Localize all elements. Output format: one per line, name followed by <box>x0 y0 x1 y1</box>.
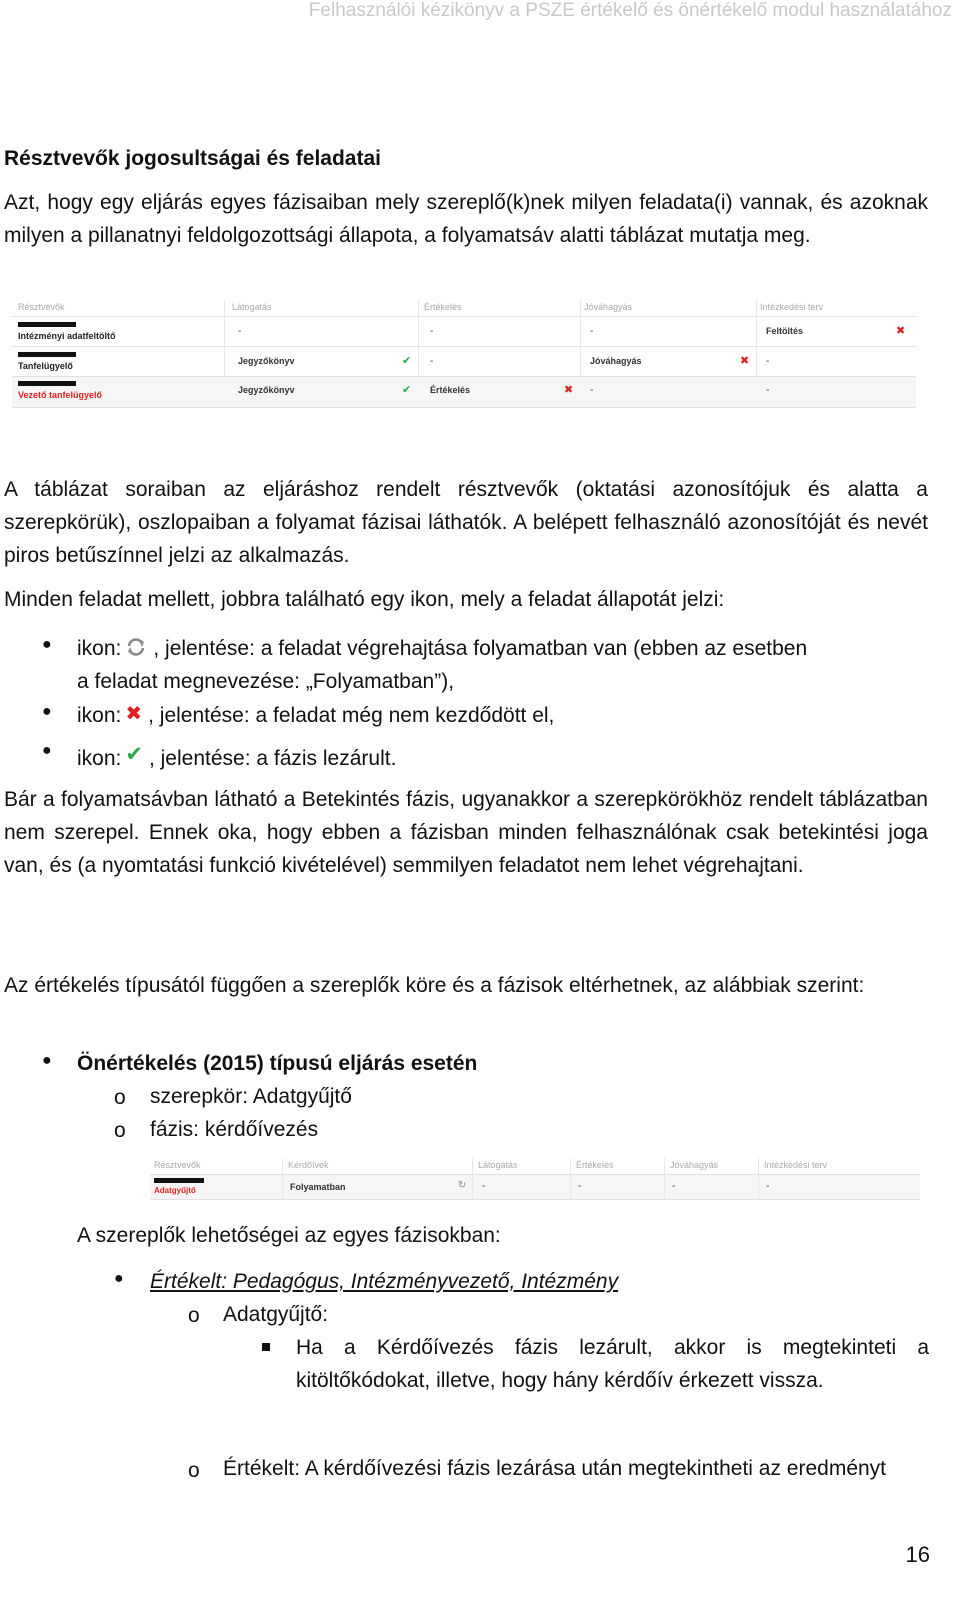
page-number: 16 <box>905 1542 930 1567</box>
table-header-evaluation: Értékelés <box>424 302 462 312</box>
table-header-participants: Résztvevők <box>18 302 65 312</box>
table-description-paragraph: A táblázat soraiban az eljáráshoz rendelt résztvevők (oktatási azonosítójuk és alatta a szerepkörük), oszlopaiban a folyamat fázisai láthatók. A belépett felhasználó azonosítóját és nevét piros betűszínnel jelzi az alkalmazás. <box>4 478 928 567</box>
table-header-action-plan: Intézkedési terv <box>760 302 824 312</box>
check-icon: ✔ <box>402 355 412 367</box>
cross-icon: ✖ <box>740 355 750 367</box>
cross-icon: ✖ <box>125 703 143 725</box>
evaluated-detail: Értékelt: A kérdőívezési fázis lezárása után megtekintheti az eredményt <box>223 1457 887 1480</box>
collector-line: Adatgyűjtő: <box>223 1303 329 1326</box>
list-item: ikon: , jelentése: a feladat végrehajtása folyamatban van (ebben az esetben <box>77 632 929 668</box>
task-approval[interactable]: Jóváhagyás <box>590 356 642 366</box>
procedure-type-title: Önértékelés (2015) típusú eljárás esetén <box>77 1052 478 1075</box>
roles-table: Résztvevők Látogatás Értékelés Jóváhagyás Intézkedési terv Intézményi adatfeltöltő - - - Feltöltés ✖ Tanfelügyelő Jegyzőkönyv ✔ - Jóváhagyás ✖ - Vezető tanfelügyelő Jegyzőkönyv ✔ Értékelés ✖ - - <box>12 300 916 410</box>
table-row-role: Tanfelügyelő <box>18 361 73 371</box>
phase-line: fázis: kérdőívezés <box>150 1118 319 1141</box>
role-line: szerepkör: Adatgyűjtő <box>150 1085 352 1108</box>
list-item: ikon: ✔ , jelentése: a fázis lezárult. <box>77 738 396 775</box>
collector-detail: Ha a Kérdőívezés fázis lezárult, akkor is megtekinteti a kitöltőkódokat, illetve, hogy hány kérdőív érkezett vissza. <box>296 1336 929 1392</box>
task-upload[interactable]: Feltöltés <box>766 326 804 336</box>
table-header-visit: Látogatás <box>232 302 272 312</box>
types-intro-paragraph: Az értékelés típusától függően a szereplők köre és a fázisok eltérhetnek, az alábbiak szerint: <box>4 974 865 997</box>
icon-intro-paragraph: Minden feladat mellett, jobbra található egy ikon, mely a feladat állapotát jelzi: <box>4 588 725 611</box>
task-minutes[interactable]: Jegyzőkönyv <box>238 385 295 395</box>
refresh-icon: ↻ <box>458 1180 467 1191</box>
list-item-continuation: a feladat megnevezése: „Folyamatban”), <box>77 670 455 693</box>
intro-paragraph: Azt, hogy egy eljárás egyes fázisaiban mely szereplő(k)nek milyen feladata(i) vannak, és azoknak milyen a pillanatnyi feldolgozottsági állapota, a folyamatsáv alatti táblázat mutatja meg. <box>4 191 928 247</box>
check-icon: ✔ <box>125 743 143 766</box>
task-evaluation[interactable]: Értékelés <box>430 385 471 395</box>
table-row-role-current: Adatgyűjtő <box>154 1186 196 1195</box>
table-header-approval: Jóváhagyás <box>584 302 633 312</box>
insight-phase-paragraph: Bár a folyamatsávban látható a Betekintés fázis, ugyanakkor a szerepkörökhöz rendelt táblázatban nem szerepel. Ennek oka, hogy ebben a fázisban minden felhasználónak csak betekintési joga van, és (a nyomtatási funkció kivételével) semmilyen feladatot nem lehet végrehajtani. <box>4 788 928 877</box>
evaluated-title: Értékelt: Pedagógus, Intézményvezető, Intézmény <box>150 1270 619 1293</box>
options-intro-line: A szereplők lehetőségei az egyes fázisokban: <box>77 1224 501 1247</box>
table-row-role-current: Vezető tanfelügyelő <box>18 390 103 400</box>
check-icon: ✔ <box>402 384 412 396</box>
cross-icon: ✖ <box>896 325 906 337</box>
task-in-progress[interactable]: Folyamatban <box>290 1182 346 1192</box>
task-minutes[interactable]: Jegyzőkönyv <box>238 356 295 366</box>
list-item: ikon: ✖ , jelentése: a feladat még nem kezdődött el, <box>77 698 554 732</box>
section-title: Résztvevők jogosultságai és feladatai <box>4 147 381 170</box>
page-header: Felhasználói kézikönyv a PSZE értékelő és önértékelő modul használatához <box>308 0 952 21</box>
self-evaluation-table: Résztvevők Kérdőívek Látogatás Értékelés Jóváhagyás Intézkedési terv Adatgyűjtő Folyamatban ↻ - - - - <box>150 1158 920 1202</box>
table-row-role: Intézményi adatfeltöltő <box>18 331 116 341</box>
refresh-icon <box>125 635 147 668</box>
cross-icon: ✖ <box>564 384 574 396</box>
